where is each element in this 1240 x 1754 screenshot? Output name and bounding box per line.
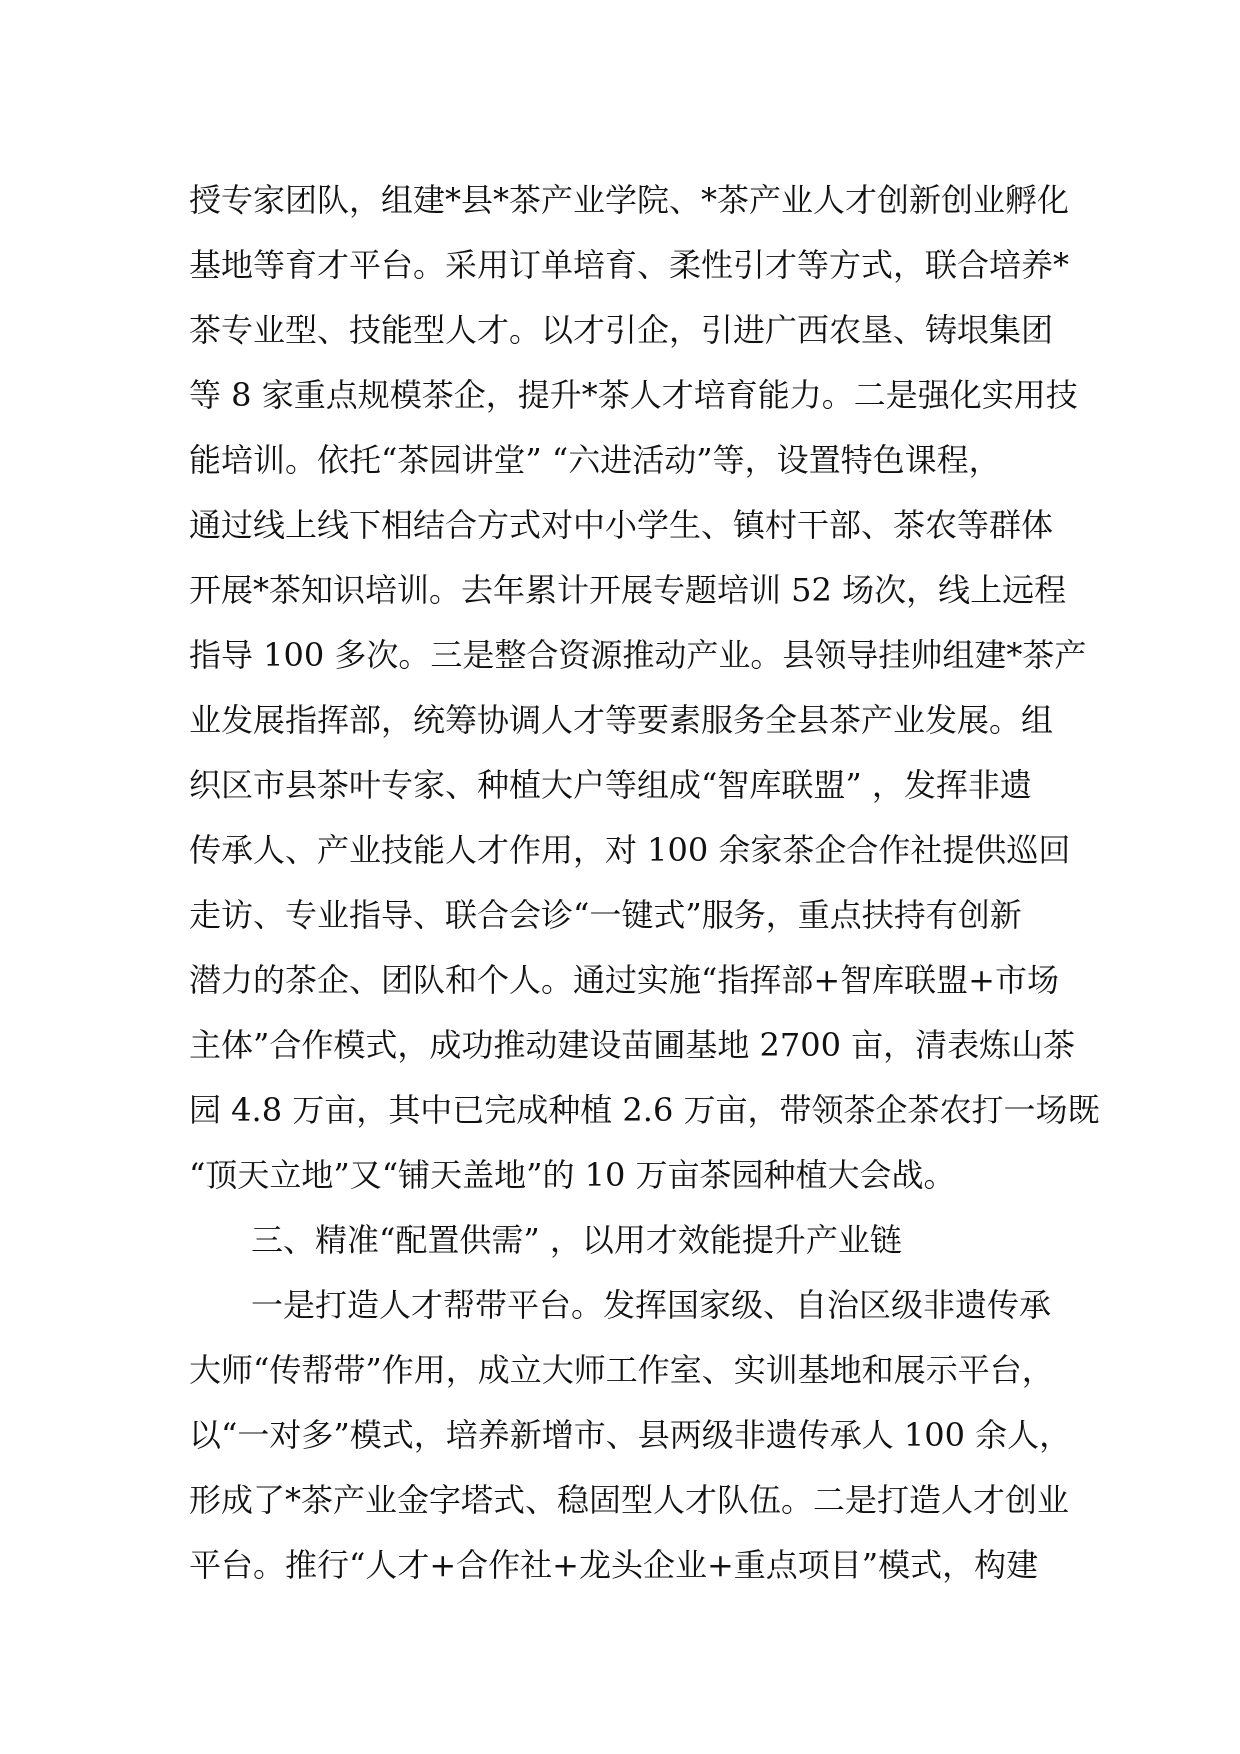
text-line: 能培训。依托“茶园讲堂” “六进活动”等，设置特色课程， <box>189 441 1001 479</box>
text-line: 潜力的茶企、团队和个人。通过实施“指挥部+智库联盟+市场 <box>189 961 1059 999</box>
text-line: 大师“传帮带”作用，成立大师工作室、实训基地和展示平台， <box>189 1351 1054 1389</box>
text-line: 通过线上线下相结合方式对中小学生、镇村干部、茶农等群体 <box>189 506 1054 544</box>
text-line: 园 4.8 万亩，其中已完成种植 2.6 万亩，带领茶企茶农打一场既 <box>189 1091 1100 1129</box>
text-line: 指导 100 多次。三是整合资源推动产业。县领导挂帅组建*茶产 <box>189 636 1087 674</box>
text-line: 织区市县茶叶专家、种植大户等组成“智库联盟” ，发挥非遗 <box>189 766 1032 804</box>
text-line: 业发展指挥部，统筹协调人才等要素服务全县茶产业发展。组 <box>189 701 1054 739</box>
text-line: 主体”合作模式，成功推动建设苗圃基地 2700 亩，清表炼山茶 <box>189 1026 1076 1064</box>
text-line: 以“一对多”模式，培养新增市、县两级非遗传承人 100 余人， <box>189 1416 1072 1454</box>
section-heading: 三、精准“配置供需” ，以用才效能提升产业链 <box>251 1221 902 1259</box>
text-line: 传承人、产业技能人才作用，对 100 余家茶企合作社提供巡回 <box>189 831 1071 869</box>
text-line: 等 8 家重点规模茶企，提升*茶人才培育能力。二是强化实用技 <box>189 376 1078 414</box>
text-line: 授专家团队，组建*县*茶产业学院、*茶产业人才创新创业孵化 <box>189 181 1070 219</box>
text-line: 开展*茶知识培训。去年累计开展专题培训 52 场次，线上远程 <box>189 571 1067 609</box>
text-line: 平台。推行“人才+合作社+龙头企业+重点项目”模式，构建 <box>189 1546 1039 1584</box>
body-text <box>189 168 1100 1598</box>
text-line: 茶专业型、技能型人才。以才引企，引进广西农垦、铸垠集团 <box>189 311 1054 349</box>
text-line: “顶天立地”又“铺天盖地”的 10 万亩茶园种植大会战。 <box>189 1156 956 1194</box>
text-line: 形成了*茶产业金字塔式、稳固型人才队伍。二是打造人才创业 <box>189 1481 1070 1519</box>
text-line: 基地等育才平台。采用订单培育、柔性引才等方式，联合培养* <box>189 246 1070 284</box>
text-line: 走访、专业指导、联合会诊“一键式”服务，重点扶持有创新 <box>189 896 1022 934</box>
text-line: 一是打造人才帮带平台。发挥国家级、自治区级非遗传承 <box>251 1286 1052 1324</box>
